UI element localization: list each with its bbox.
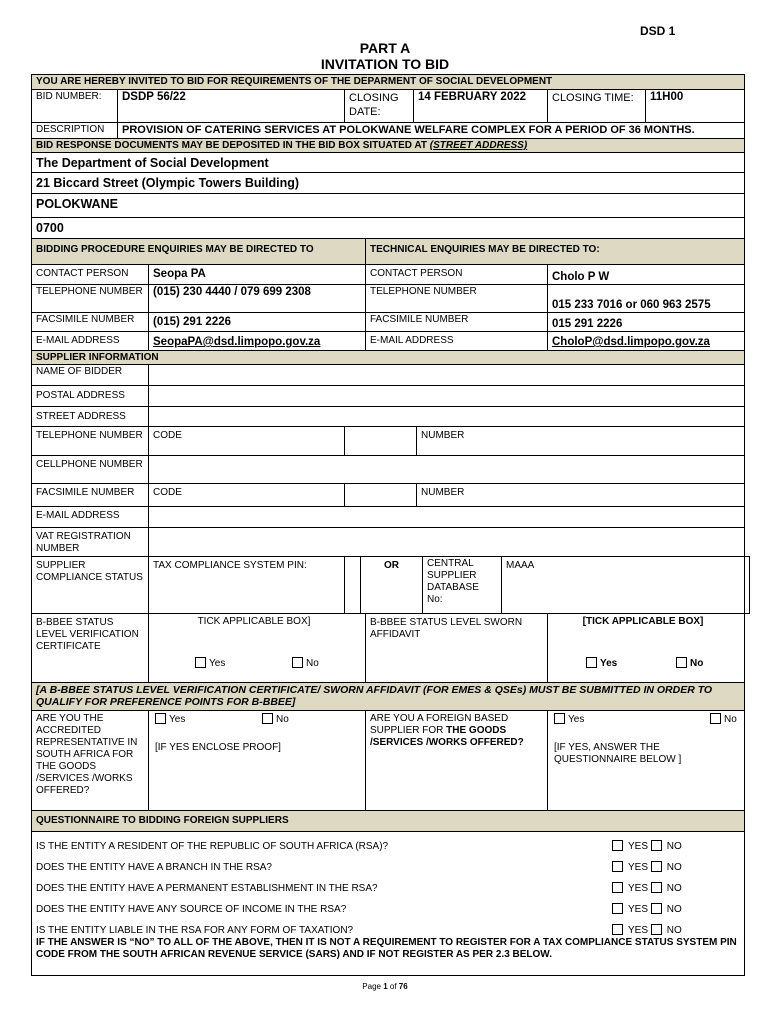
supplier-cellphone-field[interactable] xyxy=(148,455,745,484)
page-of: of xyxy=(389,982,397,991)
rep-yes-option[interactable] xyxy=(155,713,185,726)
technical-contact-value[interactable]: Cholo P W xyxy=(547,264,745,285)
bbbee-cert-no-checkbox[interactable] xyxy=(292,657,303,668)
bbbee-cert-yes-label: Yes xyxy=(209,658,226,669)
question-4: DOES THE ENTITY HAVE ANY SOURCE OF INCOME IN THE RSA? xyxy=(36,904,347,915)
q5-no-label: NO xyxy=(666,925,682,936)
supplier-telephone-code[interactable]: CODE xyxy=(148,426,345,456)
bidding-email-link[interactable]: SeopaPA@dsd.limpopo.gov.za xyxy=(148,331,366,351)
foreign-supplier-options xyxy=(547,710,745,811)
document-id: DSD 1 xyxy=(640,24,676,38)
q2-yes-checkbox[interactable] xyxy=(612,861,623,872)
q3-no-checkbox[interactable] xyxy=(651,882,662,893)
rep-no-label: No xyxy=(276,714,289,725)
foreign-supplier-question xyxy=(365,710,548,811)
q1-yes-label: YES xyxy=(628,841,649,852)
bbbee-affidavit-yes-option[interactable] xyxy=(586,657,617,670)
question-5-answers xyxy=(612,924,682,936)
q4-no-checkbox[interactable] xyxy=(651,903,662,914)
vat-registration-label: VAT REGISTRATION NUMBER xyxy=(31,527,149,557)
technical-telephone-label: TELEPHONE NUMBER xyxy=(365,284,548,313)
page-title: INVITATION TO BID xyxy=(320,56,450,72)
page-total: 76 xyxy=(398,982,408,991)
rep-no-option[interactable] xyxy=(262,713,289,726)
compliance-status-label: SUPPLIER COMPLIANCE STATUS xyxy=(31,556,149,614)
rep-no-checkbox[interactable] xyxy=(262,713,273,724)
bidding-telephone-value[interactable]: (015) 230 4440 / 079 699 2308 xyxy=(148,284,366,313)
csd-number-field[interactable]: MAAA xyxy=(501,556,750,614)
bid-number-label: BID NUMBER: xyxy=(31,89,118,123)
supplier-fax-code-field[interactable] xyxy=(344,483,417,507)
bbbee-affidavit-options xyxy=(547,613,745,683)
q5-no-checkbox[interactable] xyxy=(651,924,662,935)
supplier-telephone-code-field[interactable] xyxy=(344,426,417,456)
rep-yes-label: Yes xyxy=(169,714,186,725)
or-label: OR xyxy=(360,556,423,614)
tax-pin-label: TAX COMPLIANCE SYSTEM PIN: xyxy=(148,556,345,614)
supplier-fax-code[interactable]: CODE xyxy=(148,483,345,507)
deposit-address-line1: The Department of Social Development xyxy=(31,152,745,173)
street-address-label: STREET ADDRESS xyxy=(31,406,149,427)
deposit-address-line2: 21 Biccard Street (Olympic Towers Building) xyxy=(31,172,745,194)
foreign-no-option[interactable] xyxy=(710,713,737,726)
technical-email-label: E-MAIL ADDRESS xyxy=(365,331,548,351)
supplier-fax-label: FACSIMILE NUMBER xyxy=(31,483,149,507)
q1-no-checkbox[interactable] xyxy=(651,840,662,851)
bidding-telephone-label: TELEPHONE NUMBER xyxy=(31,284,149,313)
q3-yes-label: YES xyxy=(628,883,649,894)
deposit-address-line4: 0700 xyxy=(31,217,745,239)
supplier-email-label: E-MAIL ADDRESS xyxy=(31,506,149,528)
bidding-contact-label: CONTACT PERSON xyxy=(31,264,149,285)
question-2: DOES THE ENTITY HAVE A BRANCH IN THE RSA? xyxy=(36,862,272,873)
supplier-telephone-number[interactable]: NUMBER xyxy=(416,426,745,456)
foreign-question-bold: THE GOODS /SERVICES /WORKS OFFERED? xyxy=(370,725,524,748)
deposit-address-line3: POLOKWANE xyxy=(31,193,745,218)
bbbee-affidavit-no-option[interactable] xyxy=(676,657,703,670)
postal-address-field[interactable] xyxy=(148,385,745,407)
question-2-answers xyxy=(612,861,682,873)
bbbee-notice: [A B-BBEE STATUS LEVEL VERIFICATION CERTIFICATE/ SWORN AFFIDAVIT (FOR EMES & QSEs) MUST BE SUBMITTED IN ORDER TO QUALIFY FOR PREFERENCE POINTS FOR B-BBEE] xyxy=(31,682,745,711)
foreign-yes-checkbox[interactable] xyxy=(554,713,565,724)
closing-time-value[interactable]: 11H00 xyxy=(645,89,745,123)
questionnaire-footer: IF THE ANSWER IS “NO” TO ALL OF THE ABOVE, THEN IT IS NOT A REQUIREMENT TO REGISTER FOR A TAX COMPLIANCE STATUS SYSTEM PIN CODE FROM THE SOUTH AFRICAN REVENUE SERVICE (SARS) AND IF NOT REGISTER AS PER 2.3 BELOW. xyxy=(36,937,737,960)
technical-enquiries-heading: TECHNICAL ENQUIRIES MAY BE DIRECTED TO: xyxy=(365,238,745,265)
supplier-telephone-label: TELEPHONE NUMBER xyxy=(31,426,149,456)
rep-proof-note: [IF YES ENCLOSE PROOF] xyxy=(155,742,281,753)
questionnaire-heading: QUESTIONNAIRE TO BIDDING FOREIGN SUPPLIERS xyxy=(31,810,745,832)
bbbee-affidavit-yes-label: Yes xyxy=(600,658,618,669)
bbbee-tick-label-2: [TICK APPLICABLE BOX] xyxy=(582,616,704,627)
q5-yes-checkbox[interactable] xyxy=(612,924,623,935)
bidding-fax-value[interactable]: (015) 291 2226 xyxy=(148,312,366,332)
invitation-banner: YOU ARE HEREBY INVITED TO BID FOR REQUIREMENTS OF THE DEPARMENT OF SOCIAL DEVELOPMENT xyxy=(31,74,745,90)
postal-address-label: POSTAL ADDRESS xyxy=(31,385,149,407)
bidder-name-label: NAME OF BIDDER xyxy=(31,364,149,386)
foreign-yes-option[interactable] xyxy=(554,713,584,726)
supplier-email-field[interactable] xyxy=(148,506,745,528)
tax-pin-field[interactable] xyxy=(344,556,361,614)
vat-registration-field[interactable] xyxy=(148,527,745,557)
deposit-heading-text: BID RESPONSE DOCUMENTS MAY BE DEPOSITED IN THE BID BOX SITUATED AT xyxy=(36,140,427,151)
foreign-no-label: No xyxy=(724,714,737,725)
rep-yes-checkbox[interactable] xyxy=(155,713,166,724)
page-number xyxy=(0,982,770,991)
bbbee-cert-no-option[interactable] xyxy=(292,657,319,670)
supplier-info-heading: SUPPLIER INFORMATION xyxy=(31,350,745,365)
bbbee-cert-no-label: No xyxy=(306,658,319,669)
foreign-yes-label: Yes xyxy=(568,714,585,725)
q2-no-checkbox[interactable] xyxy=(651,861,662,872)
q2-no-label: NO xyxy=(666,862,682,873)
q5-yes-label: YES xyxy=(628,925,649,936)
bidding-contact-value[interactable]: Seopa PA xyxy=(148,264,366,285)
foreign-question-text: ARE YOU A FOREIGN BASED SUPPLIER FOR xyxy=(370,713,509,736)
bid-number-value[interactable]: DSDP 56/22 xyxy=(117,89,345,123)
bbbee-certificate-label: B-BBEE STATUS LEVEL VERIFICATION CERTIFICATE xyxy=(31,613,149,683)
bidder-name-field[interactable] xyxy=(148,364,745,386)
q3-no-label: NO xyxy=(666,883,682,894)
deposit-heading-suffix: (STREET ADDRESS) xyxy=(429,140,528,151)
bidding-email-label: E-MAIL ADDRESS xyxy=(31,331,149,351)
description-value[interactable]: PROVISION OF CATERING SERVICES AT POLOKWANE WELFARE COMPLEX FOR A PERIOD OF 36 MONTHS. xyxy=(117,122,745,139)
closing-date-value[interactable]: 14 FEBRUARY 2022 xyxy=(413,89,548,123)
supplier-fax-number[interactable]: NUMBER xyxy=(416,483,745,507)
supplier-cellphone-label: CELLPHONE NUMBER xyxy=(31,455,149,484)
foreign-no-checkbox[interactable] xyxy=(710,713,721,724)
accredited-rep-question: ARE YOU THE ACCREDITED REPRESENTATIVE IN SOUTH AFRICA FOR THE GOODS /SERVICES /WORKS OFFERED? xyxy=(31,710,149,811)
foreign-questionnaire-note: [IF YES, ANSWER THE QUESTIONNAIRE BELOW ] xyxy=(554,742,682,765)
q1-no-label: NO xyxy=(666,841,682,852)
description-label: DESCRIPTION xyxy=(31,122,118,139)
question-1-answers xyxy=(612,840,682,852)
q1-yes-checkbox[interactable] xyxy=(612,840,623,851)
page-prefix: Page xyxy=(362,982,381,991)
bbbee-affidavit-no-label: No xyxy=(690,658,704,669)
technical-contact-label: CONTACT PERSON xyxy=(365,264,548,285)
question-3: DOES THE ENTITY HAVE A PERMANENT ESTABLISHMENT IN THE RSA? xyxy=(36,883,378,894)
bbbee-affidavit-yes-checkbox[interactable] xyxy=(586,657,597,668)
bbbee-cert-yes-checkbox[interactable] xyxy=(195,657,206,668)
bbbee-affidavit-no-checkbox[interactable] xyxy=(676,657,687,668)
q4-yes-label: YES xyxy=(628,904,649,915)
accredited-rep-options xyxy=(148,710,366,811)
technical-telephone-value[interactable]: 015 233 7016 or 060 963 2575 xyxy=(547,284,745,313)
closing-date-label: CLOSING DATE: xyxy=(344,89,414,123)
part-heading: PART A xyxy=(359,40,411,56)
deposit-heading xyxy=(31,138,745,153)
question-5: IS THE ENTITY LIABLE IN THE RSA FOR ANY FORM OF TAXATION? xyxy=(36,925,354,936)
bidding-enquiries-heading: BIDDING PROCEDURE ENQUIRIES MAY BE DIRECTED TO xyxy=(31,238,366,265)
question-4-answers xyxy=(612,903,682,915)
technical-email-link[interactable]: CholoP@dsd.limpopo.gov.za xyxy=(547,331,745,351)
question-3-answers xyxy=(612,882,682,894)
q2-yes-label: YES xyxy=(628,862,649,873)
question-1: IS THE ENTITY A RESIDENT OF THE REPUBLIC OF SOUTH AFRICA (RSA)? xyxy=(36,841,389,852)
technical-fax-label: FACSIMILE NUMBER xyxy=(365,312,548,332)
q4-yes-checkbox[interactable] xyxy=(612,903,623,914)
bbbee-cert-yes-option[interactable] xyxy=(195,657,225,670)
bbbee-affidavit-label: B-BBEE STATUS LEVEL SWORN AFFIDAVIT xyxy=(365,613,548,683)
technical-fax-value[interactable]: 015 291 2226 xyxy=(547,312,745,332)
page-num: 1 xyxy=(383,982,388,991)
q4-no-label: NO xyxy=(666,904,682,915)
bbbee-tick-label: TICK APPLICABLE BOX] xyxy=(197,616,311,627)
csd-label: CENTRAL SUPPLIER DATABASE No: xyxy=(422,556,502,614)
street-address-field[interactable] xyxy=(148,406,745,427)
bbbee-certificate-options xyxy=(148,613,366,683)
bidding-fax-label: FACSIMILE NUMBER xyxy=(31,312,149,332)
q3-yes-checkbox[interactable] xyxy=(612,882,623,893)
closing-time-label: CLOSING TIME: xyxy=(547,89,646,123)
